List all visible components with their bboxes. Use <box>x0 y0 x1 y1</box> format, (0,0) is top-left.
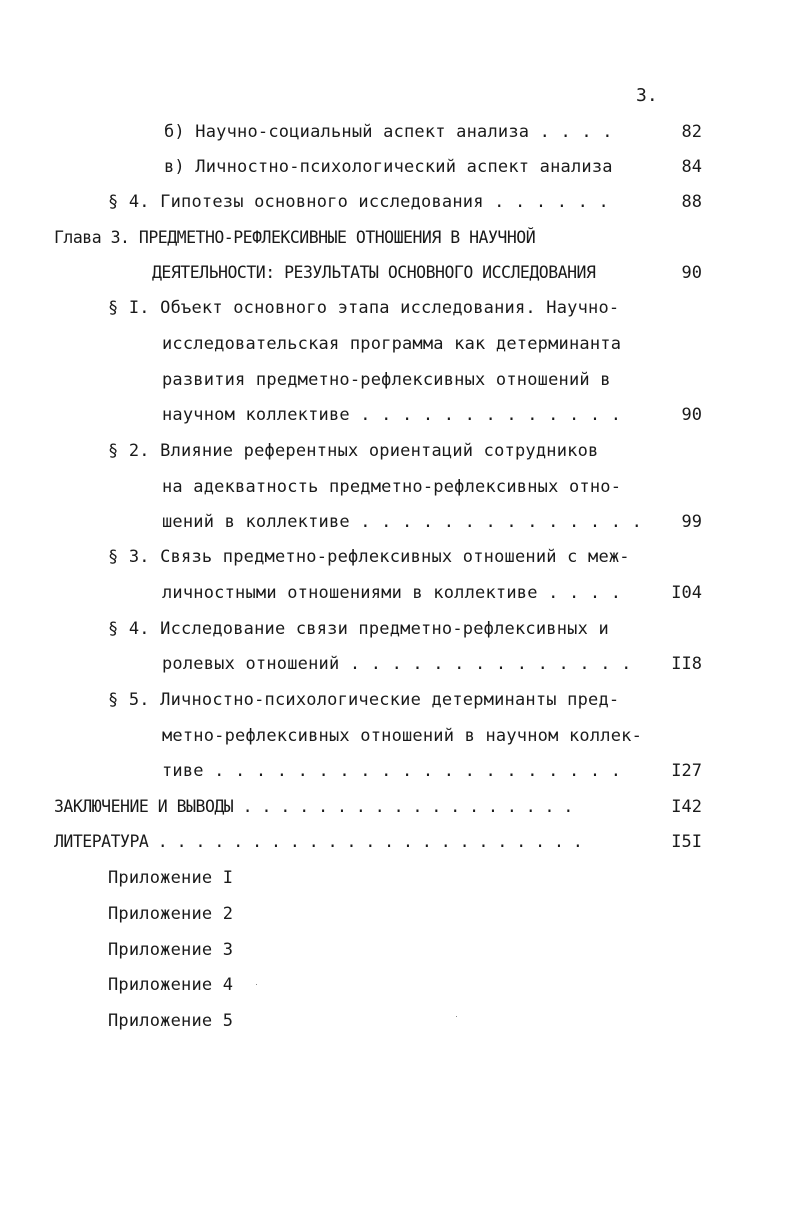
toc-ch3-sec4-line2: ролевых отношений . . . . . . . . . . . . . . <box>162 654 632 674</box>
toc-ch3-sec2-line3: шений в коллективе . . . . . . . . . . . . . . <box>162 512 643 532</box>
toc-entry-v-personal: в) Личностно-психологический аспект анализа <box>164 157 613 177</box>
toc-entry-literature: ЛИТЕРАТУРА . . . . . . . . . . . . . . . . . . . . . . . <box>54 832 583 851</box>
toc-ch3-sec5-line2: метно-рефлексивных отношений в научном коллек- <box>162 726 643 746</box>
toc-page-b-social: 82 <box>681 122 702 142</box>
scan-speck <box>256 984 257 985</box>
toc-page-v-personal: 84 <box>681 157 702 177</box>
scan-speck <box>456 1016 457 1017</box>
toc-page-section4-hypotheses: 88 <box>681 192 702 212</box>
toc-ch3-sec1-line1: § I. Объект основного этапа исследования. Научно- <box>108 298 620 318</box>
toc-page-literature: I5I <box>671 832 702 852</box>
toc-entry-b-social: б) Научно-социальный аспект анализа . . . . <box>164 122 613 142</box>
toc-ch3-sec2-line2: на адекватность предметно-рефлексивных отно- <box>162 477 622 497</box>
toc-page-conclusion: I42 <box>671 797 702 817</box>
toc-ch3-sec3-line1: § 3. Связь предметно-рефлексивных отношений с меж- <box>108 547 630 567</box>
toc-chapter3-title-line1: Глава 3. ПРЕДМЕТНО-РЕФЛЕКСИВНЫЕ ОТНОШЕНИЯ В НАУЧНОЙ <box>54 228 536 247</box>
toc-ch3-sec1-line2: исследовательская программа как детерминанта <box>162 334 622 354</box>
toc-appendix-5: Приложение 5 <box>108 1011 234 1031</box>
toc-ch3-sec5-line1: § 5. Личностно-психологические детерминанты пред- <box>108 690 620 710</box>
toc-appendix-3: Приложение 3 <box>108 940 234 960</box>
toc-ch3-sec5-line3: тиве . . . . . . . . . . . . . . . . . . . . <box>162 761 622 781</box>
page-number: 3. <box>636 85 658 106</box>
toc-appendix-2: Приложение 2 <box>108 904 234 924</box>
toc-page-ch3-sec5: I27 <box>671 761 702 781</box>
toc-page-ch3-sec1: 90 <box>681 405 702 425</box>
toc-ch3-sec2-line1: § 2. Влияние референтных ориентаций сотрудников <box>108 441 599 461</box>
toc-ch3-sec3-line2: личностными отношениями в коллективе . . . . <box>162 583 622 603</box>
toc-ch3-sec1-line4: научном коллективе . . . . . . . . . . . . . <box>162 405 622 425</box>
toc-page-chapter3: 90 <box>681 263 702 283</box>
toc-appendix-4: Приложение 4 <box>108 975 234 995</box>
toc-entry-conclusion: ЗАКЛЮЧЕНИЕ И ВЫВОДЫ . . . . . . . . . . . . . . . . . . <box>54 797 573 816</box>
toc-ch3-sec1-line3: развития предметно-рефлексивных отношений в <box>162 370 611 390</box>
toc-chapter3-title-line2: ДЕЯТЕЛЬНОСТИ: РЕЗУЛЬТАТЫ ОСНОВНОГО ИССЛЕДОВАНИЯ <box>152 263 596 282</box>
toc-page-ch3-sec4: II8 <box>671 654 702 674</box>
toc-page-ch3-sec2: 99 <box>681 512 702 532</box>
toc-entry-section4-hypotheses: § 4. Гипотезы основного исследования . . . . . . <box>108 192 609 212</box>
toc-page-ch3-sec3: I04 <box>671 583 702 603</box>
toc-ch3-sec4-line1: § 4. Исследование связи предметно-рефлексивных и <box>108 619 609 639</box>
toc-appendix-1: Приложение I <box>108 868 234 888</box>
